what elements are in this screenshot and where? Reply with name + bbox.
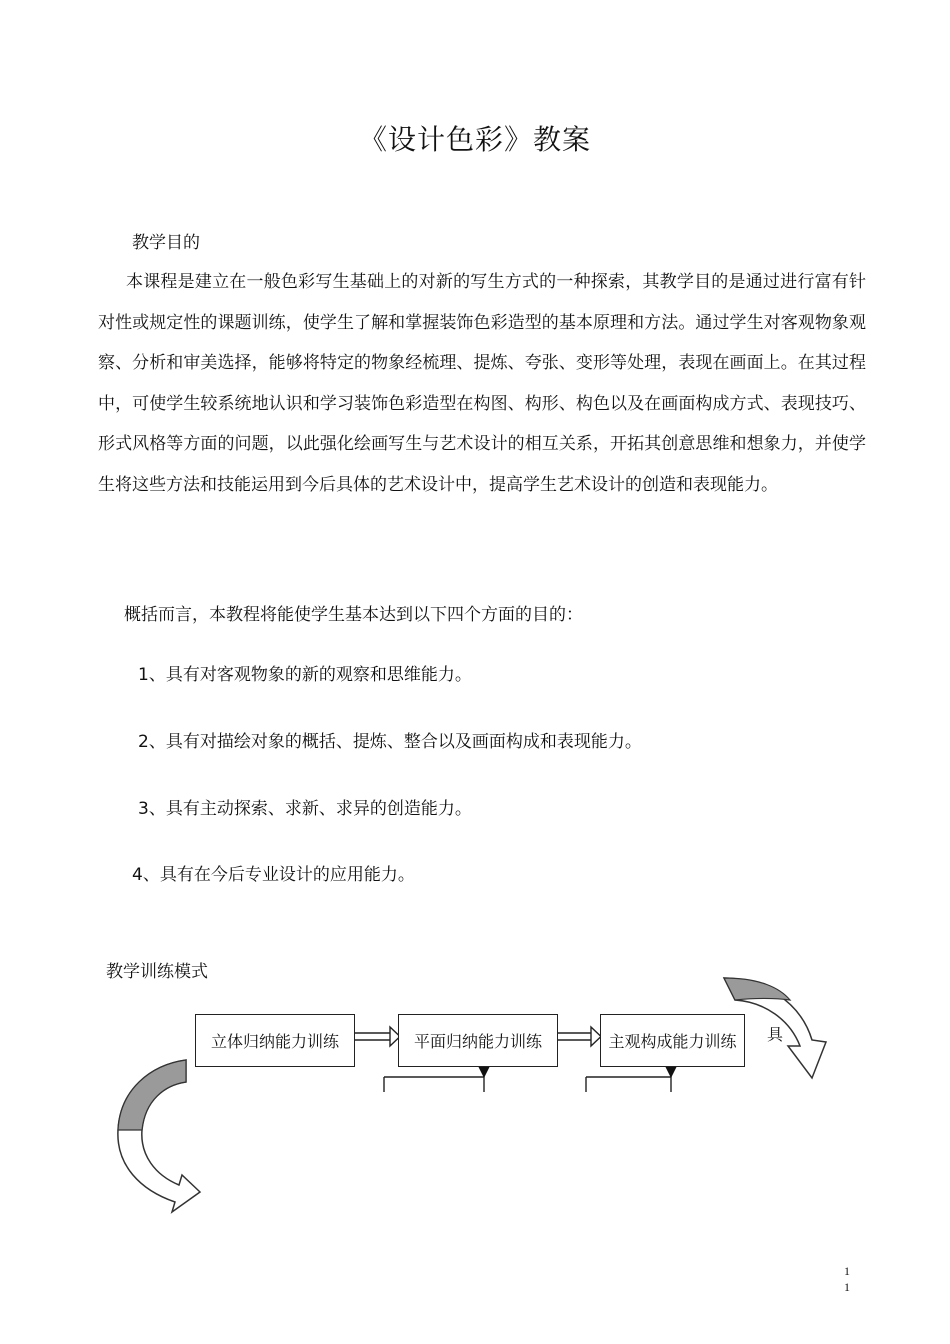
flow-box-2d: 平面归纳能力训练 — [398, 1014, 558, 1067]
down-arrow-icon — [478, 1066, 490, 1078]
flow-box-3d: 立体归纳能力训练 — [195, 1014, 355, 1067]
bracket-line — [586, 1068, 671, 1092]
curved-arrow-icon — [118, 1060, 200, 1212]
objective-paragraph: 本课程是建立在一般色彩写生基础上的对新的写生方式的一种探索，其教学目的是通过进行富有针对性或规定性的课题训练，使学生了解和掌握装饰色彩造型的基本原理和方法。通过学生对客观物象观察、分析和审美选择，能够将特定的物象经梳理、提炼、夸张、变形等处理，表现在画面上。在其过程中，可使学生较系统地认识和学习装饰色彩造型在构图、构形、构色以及在画面构成方式、表现技巧、形式风格等方面的问题，以此强化绘画写生与艺术设计的相互关系，开拓其创意思维和想象力，并使学生将这些方法和技能运用到今后具体的艺术设计中，提高学生艺术设计的创造和表现能力。 — [98, 272, 866, 495]
goal-item: 3、具有主动探索、求新、求异的创造能力。 — [138, 799, 472, 819]
objective-heading: 教学目的 — [132, 233, 200, 253]
page-number-top: 1 — [844, 1264, 850, 1278]
goal-item: 4、具有在今后专业设计的应用能力。 — [132, 865, 415, 885]
double-arrow-icon — [355, 1027, 400, 1046]
summary-text: 概括而言，本教程将能使学生基本达到以下四个方面的目的： — [124, 605, 583, 625]
training-flow-diagram — [0, 970, 950, 1220]
side-char: 具 — [767, 1025, 784, 1044]
goal-item: 1、具有对客观物象的新的观察和思维能力。 — [138, 665, 472, 685]
training-heading: 教学训练模式 — [106, 962, 208, 982]
goal-item: 2、具有对描绘对象的概括、提炼、整合以及画面构成和表现能力。 — [138, 732, 642, 752]
double-arrow-icon — [558, 1027, 601, 1046]
down-arrow-icon — [665, 1066, 677, 1078]
bracket-line — [384, 1068, 484, 1092]
page-number-bottom: 1 — [844, 1280, 850, 1294]
page-title: 《设计色彩》教案 — [358, 123, 591, 156]
flow-box-subjective: 主观构成能力训练 — [600, 1014, 745, 1067]
